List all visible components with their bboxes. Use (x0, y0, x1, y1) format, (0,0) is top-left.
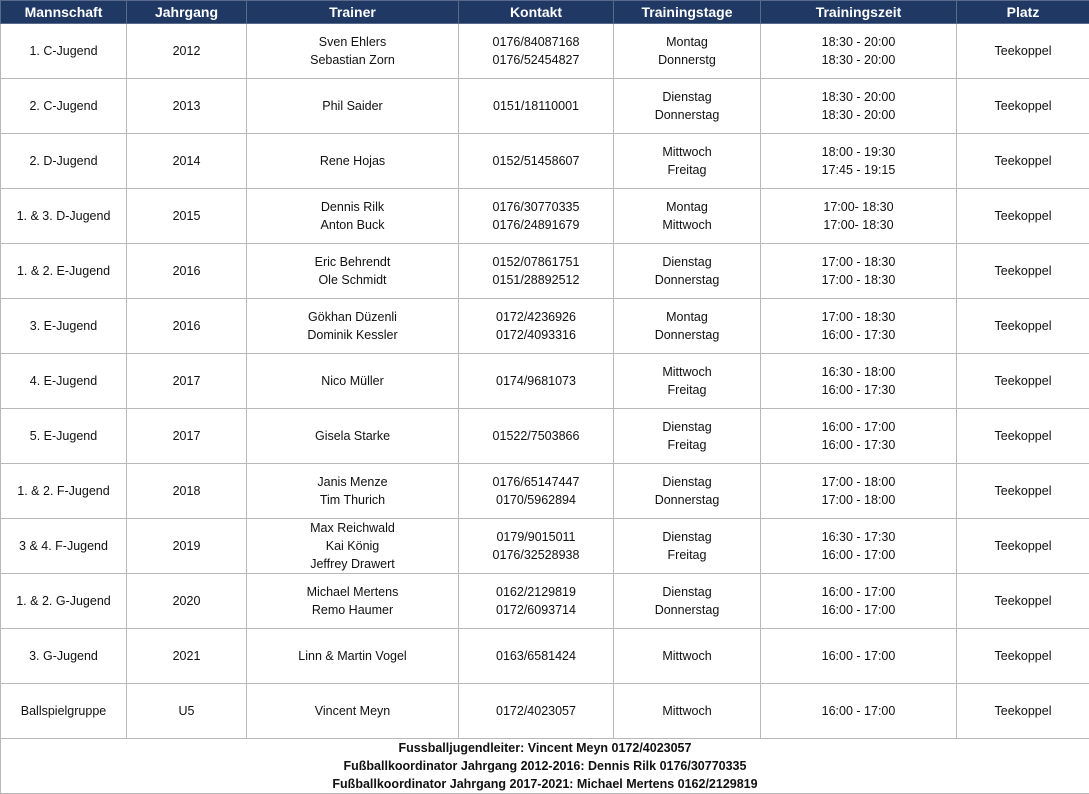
trainer-cell (247, 629, 459, 684)
times-cell (761, 244, 957, 299)
days-cell (614, 409, 761, 464)
footer-line: Fussballjugendleiter: Vincent Meyn 0172/4023057 (1, 739, 1089, 757)
header-kontakt: Kontakt (459, 1, 614, 24)
days-cell-line: Montag (614, 308, 760, 326)
times-cell-line: 18:30 - 20:00 (761, 51, 956, 69)
trainer-cell-line: Gökhan Düzenli (247, 308, 458, 326)
days-cell (614, 574, 761, 629)
place-cell: Teekoppel (957, 409, 1089, 464)
contact-cell-line: 0172/6093714 (459, 601, 613, 619)
days-cell-line: Mittwoch (614, 363, 760, 381)
days-cell (614, 244, 761, 299)
days-cell-line: Dienstag (614, 473, 760, 491)
times-cell-line: 17:00- 18:30 (761, 216, 956, 234)
trainer-cell (247, 409, 459, 464)
days-cell (614, 464, 761, 519)
trainer-cell (247, 684, 459, 739)
days-cell-line: Montag (614, 198, 760, 216)
times-cell (761, 79, 957, 134)
times-cell-line: 18:30 - 20:00 (761, 33, 956, 51)
table-row (1, 464, 1089, 519)
team-cell: 1. & 2. F-Jugend (1, 464, 127, 519)
contact-cell-line: 0176/24891679 (459, 216, 613, 234)
trainer-cell-line: Remo Haumer (247, 601, 458, 619)
contact-cell (459, 519, 614, 574)
trainer-cell-line: Rene Hojas (247, 152, 458, 170)
days-cell-line: Freitag (614, 161, 760, 179)
times-cell-line: 16:00 - 17:30 (761, 436, 956, 454)
times-cell (761, 629, 957, 684)
days-cell-line: Freitag (614, 546, 760, 564)
table-row (1, 244, 1089, 299)
table-row (1, 354, 1089, 409)
contact-cell (459, 464, 614, 519)
footer-notes (1, 739, 1089, 794)
times-cell-line: 16:00 - 17:00 (761, 601, 956, 619)
year-cell: 2016 (127, 244, 247, 299)
contact-cell-line: 0163/6581424 (459, 647, 613, 665)
times-cell-line: 17:00 - 18:30 (761, 271, 956, 289)
table-row (1, 519, 1089, 574)
times-cell-line: 16:00 - 17:00 (761, 418, 956, 436)
trainer-cell (247, 244, 459, 299)
trainer-cell-line: Sebastian Zorn (247, 51, 458, 69)
year-cell: 2019 (127, 519, 247, 574)
times-cell-line: 16:00 - 17:30 (761, 381, 956, 399)
trainer-cell-line: Linn & Martin Vogel (247, 647, 458, 665)
contact-cell-line: 0172/4236926 (459, 308, 613, 326)
contact-cell-line: 0172/4093316 (459, 326, 613, 344)
days-cell-line: Donnerstag (614, 106, 760, 124)
table-row (1, 79, 1089, 134)
contact-cell-line: 0176/65147447 (459, 473, 613, 491)
days-cell (614, 629, 761, 684)
days-cell (614, 189, 761, 244)
contact-cell (459, 189, 614, 244)
days-cell (614, 79, 761, 134)
footer-row (1, 739, 1089, 794)
team-cell: 2. C-Jugend (1, 79, 127, 134)
year-cell: 2017 (127, 409, 247, 464)
trainer-cell-line: Max Reichwald (247, 519, 458, 537)
place-cell: Teekoppel (957, 244, 1089, 299)
contact-cell (459, 354, 614, 409)
days-cell-line: Freitag (614, 436, 760, 454)
times-cell (761, 409, 957, 464)
place-cell: Teekoppel (957, 24, 1089, 79)
days-cell-line: Freitag (614, 381, 760, 399)
trainer-cell (247, 464, 459, 519)
table-row (1, 134, 1089, 189)
place-cell: Teekoppel (957, 574, 1089, 629)
header-jahrgang: Jahrgang (127, 1, 247, 24)
times-cell-line: 18:30 - 20:00 (761, 106, 956, 124)
trainer-cell-line: Gisela Starke (247, 427, 458, 445)
times-cell-line: 17:00 - 18:00 (761, 491, 956, 509)
trainer-cell-line: Vincent Meyn (247, 702, 458, 720)
team-cell: 4. E-Jugend (1, 354, 127, 409)
team-cell: 5. E-Jugend (1, 409, 127, 464)
year-cell: 2017 (127, 354, 247, 409)
contact-cell-line: 0176/32528938 (459, 546, 613, 564)
contact-cell (459, 409, 614, 464)
table-row (1, 629, 1089, 684)
contact-cell-line: 01522/7503866 (459, 427, 613, 445)
days-cell-line: Donnerstag (614, 601, 760, 619)
team-cell: 2. D-Jugend (1, 134, 127, 189)
table-row (1, 189, 1089, 244)
trainer-cell-line: Ole Schmidt (247, 271, 458, 289)
days-cell-line: Dienstag (614, 528, 760, 546)
footer-line: Fußballkoordinator Jahrgang 2012-2016: Dennis Rilk 0176/30770335 (1, 757, 1089, 775)
table-row (1, 24, 1089, 79)
contact-cell-line: 0176/30770335 (459, 198, 613, 216)
days-cell (614, 684, 761, 739)
year-cell: 2018 (127, 464, 247, 519)
trainer-cell-line: Jeffrey Drawert (247, 555, 458, 573)
times-cell-line: 16:00 - 17:30 (761, 326, 956, 344)
times-cell (761, 519, 957, 574)
header-trainer: Trainer (247, 1, 459, 24)
header-mannschaft: Mannschaft (1, 1, 127, 24)
days-cell (614, 354, 761, 409)
times-cell (761, 464, 957, 519)
times-cell (761, 574, 957, 629)
days-cell (614, 519, 761, 574)
table-row (1, 684, 1089, 739)
times-cell-line: 18:00 - 19:30 (761, 143, 956, 161)
table-row (1, 409, 1089, 464)
contact-cell (459, 79, 614, 134)
team-cell: Ballspielgruppe (1, 684, 127, 739)
contact-cell-line: 0174/9681073 (459, 372, 613, 390)
contact-cell-line: 0170/5962894 (459, 491, 613, 509)
times-cell-line: 16:30 - 17:30 (761, 528, 956, 546)
days-cell-line: Donnerstg (614, 51, 760, 69)
contact-cell-line: 0151/18110001 (459, 97, 613, 115)
trainer-cell-line: Dominik Kessler (247, 326, 458, 344)
days-cell-line: Donnerstag (614, 491, 760, 509)
times-cell (761, 24, 957, 79)
team-cell: 1. & 2. E-Jugend (1, 244, 127, 299)
place-cell: Teekoppel (957, 354, 1089, 409)
table-row (1, 574, 1089, 629)
trainer-cell (247, 574, 459, 629)
trainer-cell (247, 519, 459, 574)
contact-cell (459, 629, 614, 684)
year-cell: 2016 (127, 299, 247, 354)
team-cell: 3 & 4. F-Jugend (1, 519, 127, 574)
contact-cell-line: 0176/52454827 (459, 51, 613, 69)
trainer-cell-line: Phil Saider (247, 97, 458, 115)
year-cell: 2015 (127, 189, 247, 244)
place-cell: Teekoppel (957, 464, 1089, 519)
year-cell: 2013 (127, 79, 247, 134)
trainer-cell-line: Nico Müller (247, 372, 458, 390)
days-cell-line: Mittwoch (614, 143, 760, 161)
days-cell-line: Dienstag (614, 88, 760, 106)
contact-cell-line: 0162/2129819 (459, 583, 613, 601)
times-cell (761, 354, 957, 409)
times-cell-line: 17:00 - 18:30 (761, 253, 956, 271)
footer-line: Fußballkoordinator Jahrgang 2017-2021: Michael Mertens 0162/2129819 (1, 775, 1089, 793)
days-cell-line: Montag (614, 33, 760, 51)
trainer-cell-line: Sven Ehlers (247, 33, 458, 51)
contact-cell-line: 0176/84087168 (459, 33, 613, 51)
contact-cell (459, 24, 614, 79)
trainer-cell (247, 134, 459, 189)
contact-cell (459, 684, 614, 739)
days-cell-line: Mittwoch (614, 702, 760, 720)
days-cell-line: Mittwoch (614, 216, 760, 234)
times-cell-line: 16:00 - 17:00 (761, 702, 956, 720)
days-cell (614, 299, 761, 354)
trainer-cell-line: Michael Mertens (247, 583, 458, 601)
times-cell (761, 299, 957, 354)
times-cell-line: 16:30 - 18:00 (761, 363, 956, 381)
place-cell: Teekoppel (957, 79, 1089, 134)
trainer-cell (247, 354, 459, 409)
times-cell (761, 684, 957, 739)
days-cell-line: Dienstag (614, 418, 760, 436)
place-cell: Teekoppel (957, 519, 1089, 574)
place-cell: Teekoppel (957, 189, 1089, 244)
days-cell (614, 134, 761, 189)
header-row (1, 1, 1089, 24)
days-cell-line: Mittwoch (614, 647, 760, 665)
times-cell-line: 17:45 - 19:15 (761, 161, 956, 179)
contact-cell-line: 0152/51458607 (459, 152, 613, 170)
header-platz: Platz (957, 1, 1089, 24)
days-cell-line: Dienstag (614, 253, 760, 271)
trainer-cell (247, 24, 459, 79)
times-cell-line: 18:30 - 20:00 (761, 88, 956, 106)
year-cell: U5 (127, 684, 247, 739)
trainer-cell-line: Anton Buck (247, 216, 458, 234)
trainer-cell (247, 79, 459, 134)
contact-cell-line: 0152/07861751 (459, 253, 613, 271)
times-cell-line: 16:00 - 17:00 (761, 583, 956, 601)
place-cell: Teekoppel (957, 684, 1089, 739)
contact-cell (459, 574, 614, 629)
team-cell: 3. G-Jugend (1, 629, 127, 684)
times-cell-line: 17:00 - 18:00 (761, 473, 956, 491)
header-trainingstage: Trainingstage (614, 1, 761, 24)
contact-cell-line: 0151/28892512 (459, 271, 613, 289)
times-cell (761, 189, 957, 244)
contact-cell (459, 244, 614, 299)
year-cell: 2021 (127, 629, 247, 684)
trainer-cell-line: Tim Thurich (247, 491, 458, 509)
year-cell: 2012 (127, 24, 247, 79)
team-cell: 1. & 3. D-Jugend (1, 189, 127, 244)
contact-cell (459, 299, 614, 354)
trainer-cell-line: Dennis Rilk (247, 198, 458, 216)
table-row (1, 299, 1089, 354)
contact-cell (459, 134, 614, 189)
trainer-cell (247, 299, 459, 354)
times-cell-line: 16:00 - 17:00 (761, 647, 956, 665)
trainer-cell-line: Janis Menze (247, 473, 458, 491)
days-cell-line: Dienstag (614, 583, 760, 601)
times-cell (761, 134, 957, 189)
times-cell-line: 17:00- 18:30 (761, 198, 956, 216)
days-cell-line: Donnerstag (614, 271, 760, 289)
days-cell (614, 24, 761, 79)
team-cell: 1. & 2. G-Jugend (1, 574, 127, 629)
trainer-cell (247, 189, 459, 244)
team-cell: 1. C-Jugend (1, 24, 127, 79)
year-cell: 2014 (127, 134, 247, 189)
trainer-cell-line: Kai König (247, 537, 458, 555)
times-cell-line: 16:00 - 17:00 (761, 546, 956, 564)
table-body (1, 24, 1089, 739)
year-cell: 2020 (127, 574, 247, 629)
place-cell: Teekoppel (957, 134, 1089, 189)
contact-cell-line: 0179/9015011 (459, 528, 613, 546)
header-trainingszeit: Trainingszeit (761, 1, 957, 24)
team-cell: 3. E-Jugend (1, 299, 127, 354)
days-cell-line: Donnerstag (614, 326, 760, 344)
times-cell-line: 17:00 - 18:30 (761, 308, 956, 326)
trainer-cell-line: Eric Behrendt (247, 253, 458, 271)
contact-cell-line: 0172/4023057 (459, 702, 613, 720)
place-cell: Teekoppel (957, 629, 1089, 684)
place-cell: Teekoppel (957, 299, 1089, 354)
